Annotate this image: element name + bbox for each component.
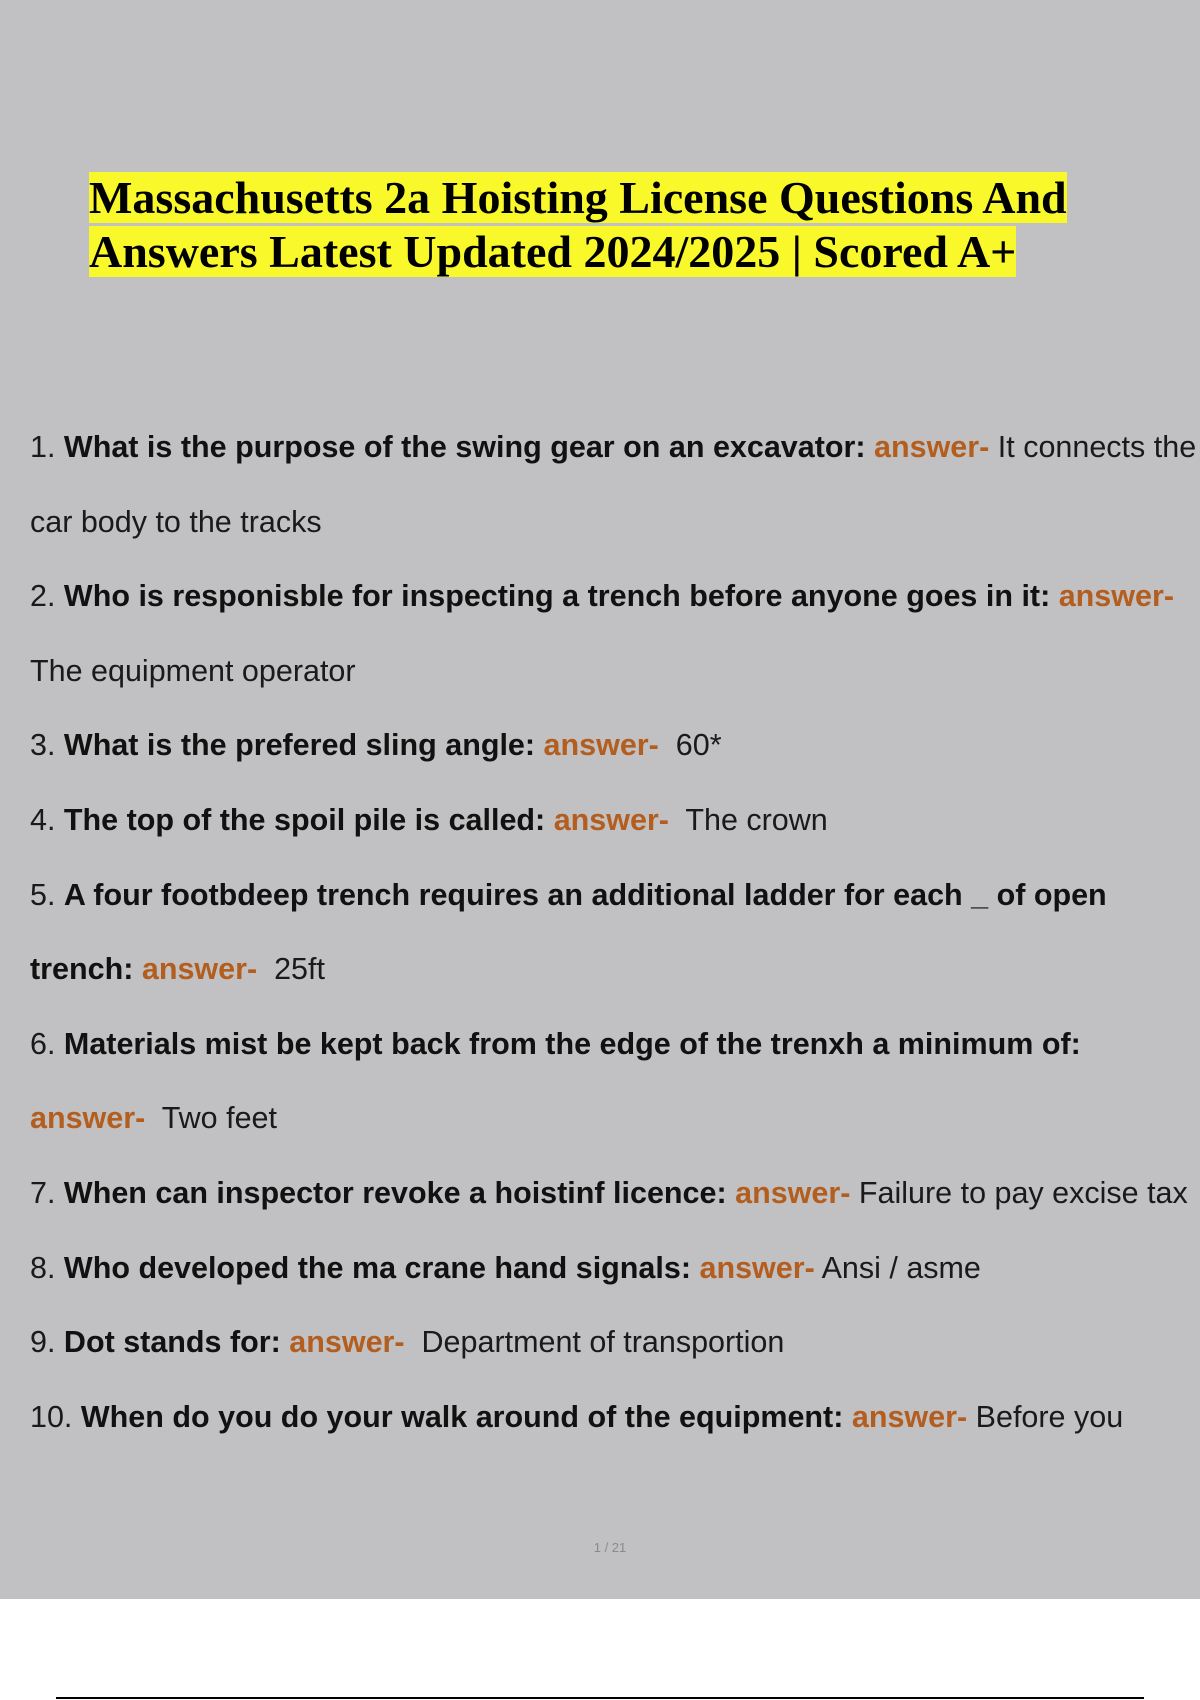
answer-text: Failure to pay excise tax bbox=[858, 1175, 1188, 1210]
question-number: 7. bbox=[30, 1175, 56, 1210]
question-text: When can inspector revoke a hoistinf licence: bbox=[63, 1175, 727, 1210]
question-number: 2. bbox=[30, 579, 56, 614]
question-text: Dot stands for: bbox=[63, 1325, 281, 1360]
answer-label: answer- bbox=[543, 728, 659, 763]
answer-text: Before you bbox=[975, 1399, 1124, 1434]
qa-item-3 bbox=[30, 708, 1200, 783]
question-text: What is the purpose of the swing gear on an excavator: bbox=[63, 430, 866, 464]
qa-item-9 bbox=[30, 1305, 1200, 1380]
answer-text: 60* bbox=[675, 728, 722, 763]
qa-item-1 bbox=[30, 410, 1200, 559]
footer-divider bbox=[56, 1697, 1144, 1699]
answer-label: answer- bbox=[553, 802, 669, 837]
answer-label: answer- bbox=[289, 1325, 405, 1360]
answer-label: answer- bbox=[851, 1399, 968, 1434]
qa-item-6 bbox=[30, 1007, 1200, 1156]
question-text: A four footbdeep trench requires an additional ladder for each _ of open trench: bbox=[30, 877, 1107, 987]
answer-text: It connects the car body to the tracks bbox=[30, 430, 1197, 539]
question-text: Who developed the ma crane hand signals: bbox=[63, 1250, 691, 1285]
question-text: When do you do your walk around of the equipment: bbox=[80, 1399, 844, 1434]
page-number: 1 / 21 bbox=[593, 1540, 627, 1555]
answer-label: answer- bbox=[141, 952, 258, 987]
question-number: 9. bbox=[30, 1325, 56, 1360]
question-number: 3. bbox=[30, 728, 56, 763]
answer-text: The equipment operator bbox=[30, 653, 356, 688]
qa-item-4 bbox=[30, 783, 1200, 858]
qa-item-2 bbox=[30, 559, 1200, 708]
question-number: 5. bbox=[30, 877, 56, 912]
question-text: What is the prefered sling angle: bbox=[63, 728, 536, 763]
qa-item-7 bbox=[30, 1156, 1200, 1231]
qa-item-5 bbox=[30, 858, 1200, 1007]
document-title bbox=[89, 171, 1129, 279]
answer-text: 25ft bbox=[274, 952, 325, 987]
answer-label: answer- bbox=[699, 1250, 815, 1285]
question-text: Who is responisble for inspecting a trench before anyone goes in it: bbox=[63, 579, 1051, 614]
answer-label: answer- bbox=[1058, 579, 1174, 614]
question-number: 1. bbox=[30, 430, 56, 464]
answer-label: answer- bbox=[30, 1101, 146, 1136]
answer-text: Ansi / asme bbox=[821, 1250, 981, 1285]
answer-label: answer- bbox=[874, 430, 990, 464]
answer-text: Two feet bbox=[161, 1101, 277, 1136]
qa-item-8 bbox=[30, 1231, 1200, 1306]
question-number: 4. bbox=[30, 802, 56, 837]
question-text: The top of the spoil pile is called: bbox=[63, 802, 546, 837]
question-number: 6. bbox=[30, 1026, 56, 1061]
question-number: 10. bbox=[30, 1399, 73, 1434]
question-text: Materials mist be kept back from the edge of the trenxh a minimum of: bbox=[63, 1026, 1081, 1061]
question-number: 8. bbox=[30, 1250, 56, 1285]
qa-list bbox=[30, 410, 1200, 1454]
qa-item-10 bbox=[30, 1380, 1200, 1455]
answer-label: answer- bbox=[735, 1175, 851, 1210]
title-highlight: Massachusetts 2a Hoisting License Questions And Answers Latest Updated 2024/2025 | Scored A+ bbox=[89, 172, 1067, 277]
answer-text: Department of transportion bbox=[421, 1325, 785, 1360]
answer-text: The crown bbox=[685, 802, 828, 837]
